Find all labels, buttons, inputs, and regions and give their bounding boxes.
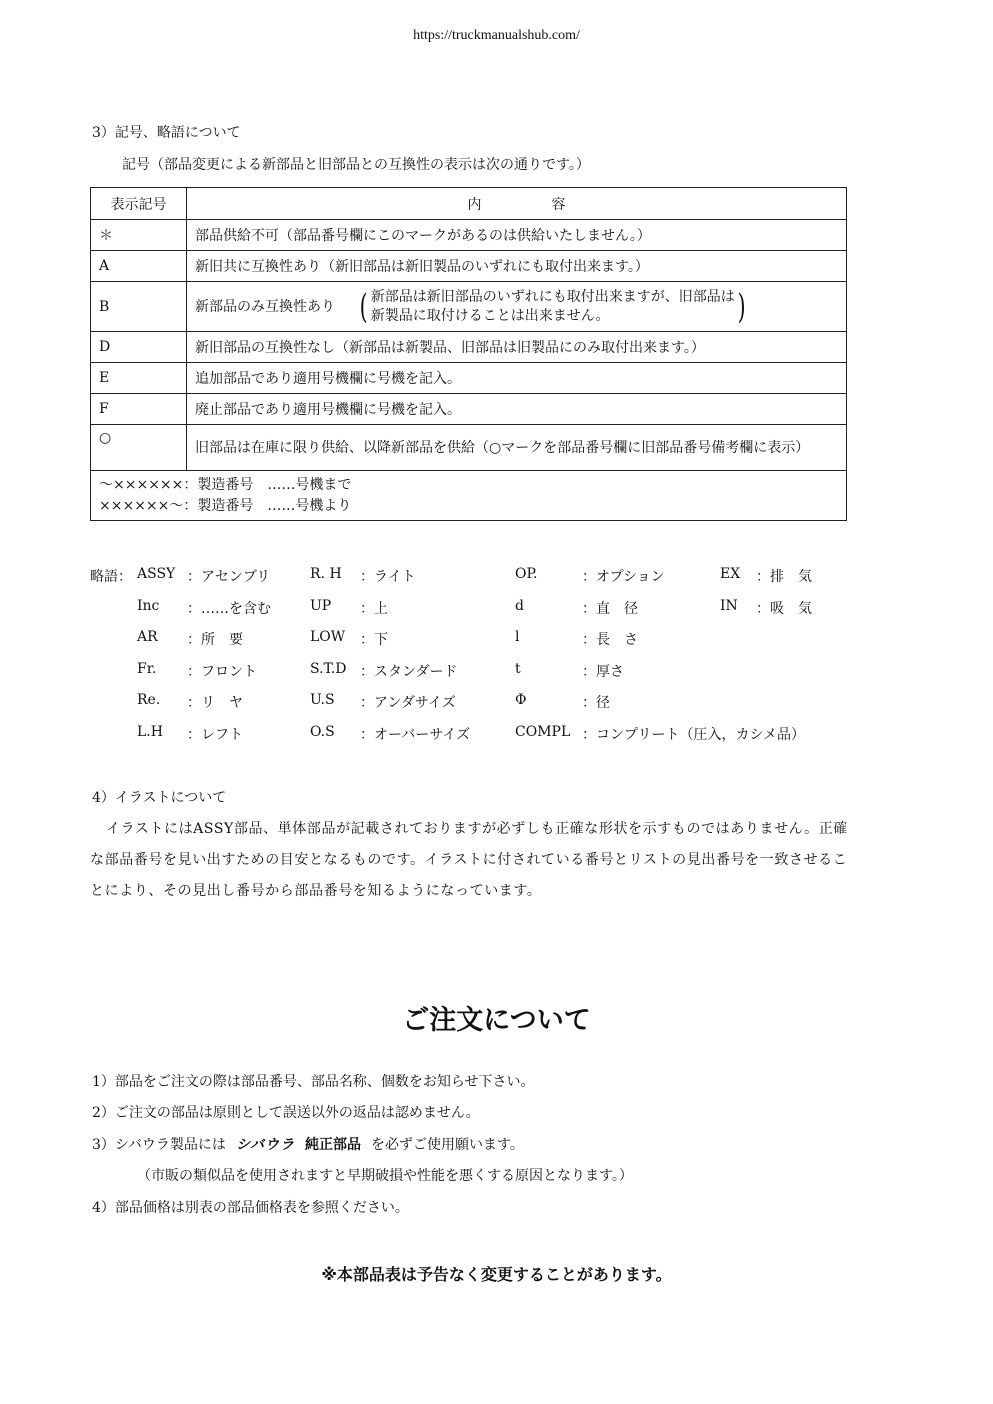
row-symbol: ＊ [91,220,187,251]
note-line-2: 新製品に取付けることは出来ません。 [370,307,610,324]
abbreviation-meaning: ：フロント [187,663,257,680]
row-content-note: ( 新部品は新旧部品のいずれにも取付出来ますが、旧部品は 新製品に取付けることは出来ません。 ) [360,286,746,327]
row-content: 新旧共に互換性あり（新旧部品は新旧製品のいずれにも取付出来ます。） [187,251,847,282]
abbreviation-key: l [515,629,520,646]
section-4-title: 4）イラストについて [92,790,227,806]
abbreviation-key: EX [720,566,741,582]
abbreviation-key: d [515,597,524,614]
order-item-2: 2）ご注文の部品は原則として誤送以外の返品は認めません。 [92,1105,480,1121]
abbreviation-meaning: ：所 要 [187,632,243,649]
abbreviation-row [137,566,857,598]
change-notice: ※本部品表は予告なく変更することがあります。 [321,1265,672,1284]
abbreviation-meaning: ：排 気 [756,569,812,585]
abbreviation-key: U.S [310,692,335,709]
row-symbol: B [91,282,187,332]
abbreviation-key: t [515,660,521,677]
abbreviation-key: ASSY [137,566,176,582]
order-item-3-note: （市販の類似品を使用されますと早期破損や性能を悪くする原因となります。） [137,1168,633,1184]
order-item-3 [92,1134,524,1154]
abbreviation-row [137,692,857,724]
abbreviation-row [137,629,857,661]
table-row [91,251,847,282]
table-row [91,363,847,394]
serial-range-from: ××××××〜：製造番号 ……号機より [99,497,352,514]
row-symbol: F [91,394,187,425]
abbreviation-row [137,724,857,756]
abbreviation-key: L.H [137,723,163,740]
row-content: 部品供給不可（部品番号欄にこのマークがあるのは供給いたしません。） [187,220,847,251]
row-content: 廃止部品であり適用号機欄に号機を記入。 [187,394,847,425]
abbreviation-key: R. H [310,566,342,582]
abbreviation-meaning: ：スタンダード [360,663,458,680]
row-content: 新旧部品の互換性なし（新部品は新製品、旧部品は旧製品にのみ取付出来ます。） [187,332,847,363]
abbreviation-meaning: ：吸 気 [756,600,812,617]
abbreviation-key: IN [720,597,738,614]
abbreviation-key: Re. [137,692,161,709]
abbreviation-key: S.T.D [310,660,347,677]
genuine-parts-logo-text: 純正部品 [304,1137,361,1153]
abbreviation-key: LOW [310,629,346,646]
section-3-subtitle: 記号（部品変更による新部品と旧部品との互換性の表示は次の通りです。） [122,157,590,173]
table-row [91,220,847,251]
abbreviation-meaning: ：オーバーサイズ [360,726,471,743]
row-symbol: D [91,332,187,363]
abbreviation-meaning: ：下 [360,632,388,649]
row-symbol: E [91,363,187,394]
abbreviation-key: Φ [515,692,527,709]
abbreviation-key: AR [137,629,158,646]
order-item-3-suffix: を必ずご使用願います。 [370,1137,524,1153]
section-4-paragraph: イラストにはASSY部品、単体部品が記載されておりますが必ずしも正確な形状を示すものではありません。正確な部品番号を見い出すための目安となるものです。イラストに付されている番号とリストの見出番号を一致させることにより、その見出し番号から部品番号を知るようになっています。 [90,821,848,899]
abbreviation-row [137,598,857,630]
table-row [91,394,847,425]
abbreviation-key: OP. [515,566,538,582]
row-content: 追加部品であり適用号機欄に号機を記入。 [187,363,847,394]
abbreviation-meaning: ：上 [360,600,388,617]
order-title: ご注文について [402,1005,591,1036]
abbreviation-meaning: ：リ ヤ [187,695,243,712]
abbreviation-key: COMPL [515,723,571,740]
row-content-main: 新部品のみ互換性あり [195,298,335,315]
abbreviation-label: 略語： [90,569,132,585]
source-url: https://truckmanualshub.com/ [413,28,580,43]
abbreviation-list [137,566,857,756]
serial-range-until: 〜××××××：製造番号 ……号機まで [99,476,352,493]
order-item-3-prefix: 3）シバウラ製品には [92,1137,226,1153]
brand-logo-text: シバウラ [235,1137,295,1153]
row-symbol: A [91,251,187,282]
table-row [91,282,847,332]
abbreviation-meaning: ：ライト [360,569,416,585]
serial-range-note [91,471,847,521]
abbreviation-meaning: ：直 径 [582,600,638,617]
abbreviation-key: O.S [310,723,335,740]
abbreviation-meaning: ：厚さ [582,663,624,680]
header-symbol: 表示記号 [91,188,187,220]
abbreviation-key: Inc [137,597,160,614]
abbreviation-key: UP [310,597,332,614]
abbreviation-meaning: ：オプション [582,569,665,585]
order-item-1: 1）部品をご注文の際は部品番号、部品名称、個数をお知らせ下さい。 [92,1074,535,1090]
row-symbol: ○ [91,425,187,471]
note-line-1: 新部品は新旧部品のいずれにも取付出来ますが、旧部品は [370,288,735,305]
abbreviation-meaning: ：レフト [187,726,243,743]
table-footer-row [91,471,847,521]
order-item-4: 4）部品価格は別表の部品価格表を参照ください。 [92,1200,409,1216]
row-content [187,282,847,332]
abbreviation-row [137,661,857,693]
abbreviation-meaning: ：アンダサイズ [360,695,456,712]
abbreviation-meaning: ：長 さ [582,632,638,649]
symbol-table [90,187,847,521]
abbreviation-meaning: ：……を含む [187,600,271,617]
table-row [91,332,847,363]
abbreviation-meaning: ：径 [582,695,610,712]
abbreviation-meaning: ：コンプリート（圧入，カシメ品） [582,726,806,743]
abbreviation-key: Fr. [137,660,157,677]
section-3-title: 3）記号、略語について [92,125,241,141]
table-header-row [91,188,847,220]
row-content: 旧部品は在庫に限り供給、以降新部品を供給（○マークを部品番号欄に旧部品番号備考欄に表示） [187,425,847,471]
header-content: 内 容 [187,188,847,220]
abbreviation-meaning: ：アセンブリ [187,569,271,585]
table-row [91,425,847,471]
